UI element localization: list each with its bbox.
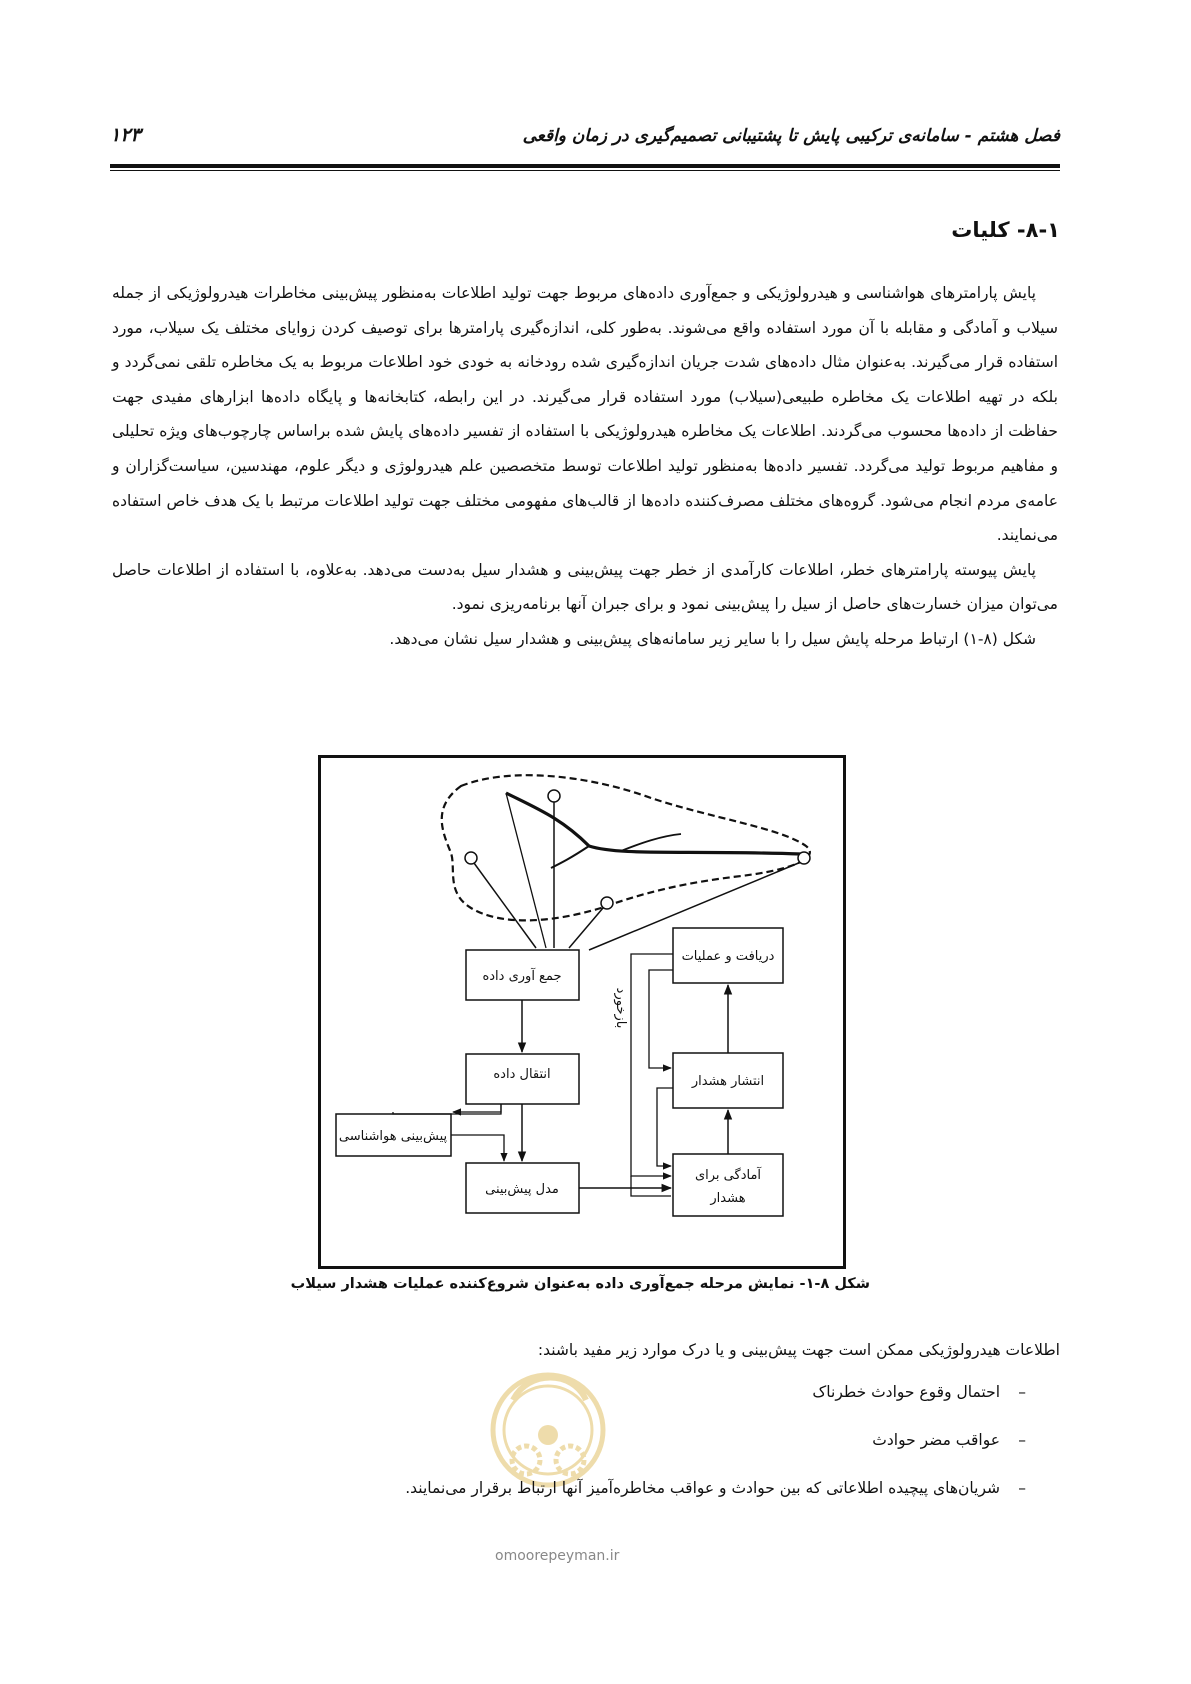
header-rule-thick [110,164,1060,168]
figure-caption: شکل ۸-۱- نمایش مرحله جمع‌آوری داده به‌عنوان شروع‌کننده عملیات هشدار سیلاب [290,1276,870,1292]
box-warning-prep-label-2: هشدار [710,1191,746,1206]
chapter-title: فصل هشتم - سامانه‌ی ترکیبی پایش تا پشتیبانی تصمیم‌گیری در زمان واقعی [522,126,1060,146]
gauge-station-icon [548,790,560,802]
header-rule-thin [110,170,1060,171]
box-data-collection-label: جمع آوری داده [482,969,562,984]
bullet-list [405,1377,1060,1521]
box-receive-operations-label: دریافت و عملیات [681,949,775,964]
paragraph: پایش پارامترهای هواشناسی و هیدرولوژیکی و جمع‌آوری داده‌های مربوط جهت تولید اطلاعات به‌منظور پیش‌بینی مخاطرات هیدرولوژیکی از جمله سیلاب و آمادگی و مقابله با آن مورد استفاده واقع می‌شوند. به‌طور کلی، اندازه‌گیری پارامترها برای توصیف کردن زوایای مختلف یک سیلاب، مورد استفاده قرار می‌گیرند. به‌عنوان مثال داده‌های شدت جریان اندازه‌گیری شده رودخانه به خودی خود اطلاعات مربوط به یک مخاطره تلقی نمی‌گردد و بلکه در تهیه اطلاعات یک مخاطره طبیعی(سیلاب) مورد استفاده قرار می‌گیرند. در این رابطه، کتابخانه‌ها و پایگاه داده‌ها ابزارهای مفیدی جهت حفاظت از داده‌ها محسوب می‌گردند. اطلاعات یک مخاطره هیدرولوژیکی با استفاده از تفسیر داده‌های پایش شده براساس چارچوب‌های ویژه تحلیلی و مفاهیم مربوط تولید می‌گردد. تفسیر داده‌ها به‌منظور تولید اطلاعات توسط متخصصین علم هیدرولوژی و دیگر علوم، مهندسین، سیاست‌گزاران و عامه‌ی مردم انجام می‌شود. گروه‌های مختلف مصرف‌کننده داده‌ها از قالب‌های مفهومی مختلف جهت تولید اطلاعات مرتبط با یک هدف خاص استفاده می‌نمایند. [112,284,1058,545]
flood-warning-diagram [321,758,843,1266]
gauge-station-icon [601,897,613,909]
river-main [506,793,801,854]
body-text [112,276,1058,657]
box-data-transfer-label: انتقال داده [493,1067,551,1082]
list-item [405,1425,1060,1473]
list-dash: – [1018,1431,1026,1449]
list-item-text: احتمال وقوع حوادث خطرناک [812,1383,1000,1401]
paragraph: پایش پیوسته پارامترهای خطر، اطلاعات کارآمدی از خطر جهت پیش‌بینی و هشدار سیل به‌دست می‌دهد. به‌علاوه، با استفاده از اطلاعات حاصل می‌توان میزان خسارت‌های حاصل از سیل را پیش‌بینی نمود و برای جبران آنها برنامه‌ریزی نمود. [112,560,1058,614]
river-branch [551,846,589,868]
list-item-text: شریان‌های پیچیده اطلاعاتی که بین حوادث و عواقب مخاطره‌آمیز آنها ارتباط برقرار می‌نمایند. [405,1479,1000,1497]
box-warning-prep [673,1154,783,1216]
river-branch-2 [621,834,681,851]
list-item-text: عواقب مضر حوادث [872,1431,1000,1449]
watermark-site: omoorepeyman.ir [495,1548,620,1564]
paragraph: شکل (۸-۱) ارتباط مرحله پایش سیل را با سایر زیر سامانه‌های پیش‌بینی و هشدار سیل نشان می‌دهد. [389,629,1036,648]
box-forecast-model-label: مدل پیش‌بینی [485,1182,559,1197]
gauge-station-icon [465,852,477,864]
list-dash: – [1018,1383,1026,1401]
list-item [405,1473,1060,1521]
gauge-station-icon [798,852,810,864]
feedback-label: بازخورد [613,987,628,1029]
section-heading: ۸-۱- کلیات [951,218,1060,242]
figure-frame [318,755,846,1269]
box-warning-dissemination-label: انتشار هشدار [691,1074,765,1089]
page-header [110,122,1060,158]
box-weather-forecast-label: پیش‌بینی هواشناسی [338,1129,448,1144]
box-warning-prep-label-1: آمادگی برای [694,1168,762,1183]
list-intro: اطلاعات هیدرولوژیکی ممکن است جهت پیش‌بینی و یا درک موارد زیر مفید باشند: [537,1341,1060,1359]
list-item [405,1377,1060,1425]
list-dash: – [1018,1479,1026,1497]
watershed-outline [442,775,810,920]
page-number: ۱۲۳ [110,124,141,146]
